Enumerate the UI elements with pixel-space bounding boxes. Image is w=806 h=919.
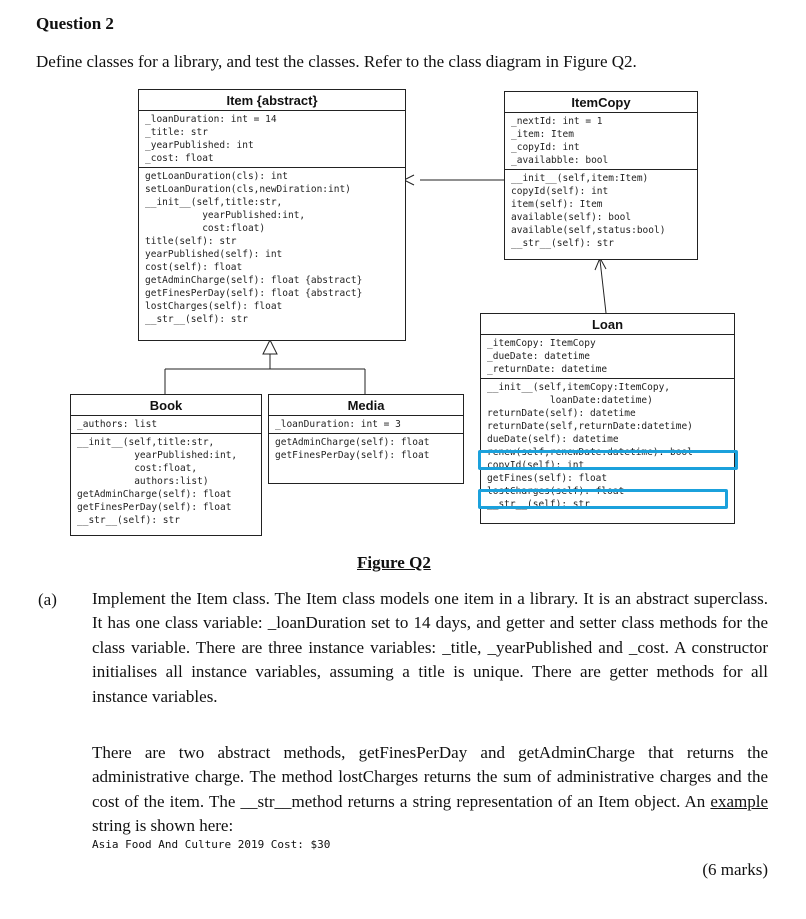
class-loan-name: Loan (481, 314, 734, 335)
question-intro: Define classes for a library, and test the classes. Refer to the class diagram in Figure Q2. (36, 52, 637, 71)
question-title: Question 2 (36, 14, 114, 33)
class-item-methods: getLoanDuration(cls): int setLoanDuration(cls,newDiration:int) __init__(self,title:str, yearPublished:int, cost:float) title(self): str yearPublished(self): int cost(self): float getAdminCharge(self): float {abstract} getFinesPerDay(self): float {abstract} lostCharges(self): float __str__(self): str (139, 167, 405, 328)
class-itemcopy (504, 91, 698, 260)
class-itemcopy-attributes: _nextId: int = 1 _item: Item _copyId: int _availabble: bool (511, 116, 609, 166)
class-loan-attributes: _itemCopy: ItemCopy _dueDate: datetime _returnDate: datetime (487, 338, 608, 375)
class-item-name: Item {abstract} (139, 90, 405, 111)
class-book (70, 394, 262, 536)
class-book-name: Book (71, 395, 261, 416)
part-a-paragraph-2-text: There are two abstract methods, getFinesPerDay and getAdminCharge that returns the administrative charge. The method lostCharges returns the sum of administrative charges and the cost of the item. The __str__method returns a string representation of an Item object. An (92, 743, 768, 811)
class-item-attributes: _loanDuration: int = 14 _title: str _yearPublished: int _cost: float (145, 114, 277, 164)
example-output: Asia Food And Culture 2019 Cost: $30 (92, 838, 331, 851)
highlight-lostcharges-method (478, 489, 728, 509)
class-itemcopy-name: ItemCopy (505, 92, 697, 113)
inheritance-triangle (263, 340, 277, 354)
example-word: example (710, 791, 768, 811)
class-media-methods: getAdminCharge(self): float getFinesPerDay(self): float (269, 433, 463, 464)
class-book-attributes: _authors: list (77, 419, 158, 430)
part-a-label: (a) (38, 590, 57, 609)
marks: (6 marks) (702, 860, 768, 879)
class-media-name: Media (269, 395, 463, 416)
highlight-renew-method (478, 450, 738, 470)
part-a-paragraph-1: Implement the Item class. The Item class models one item in a library. It is an abstract superclass. It has one class variable: _loanDuration set to 14 days, and getter and setter class methods for the class variable. There are three instance variables: _title, _yearPublished and _cost. A constructor initialises all instance variables, assuming a title is unique. There are getter methods for all instance variables. (92, 589, 768, 706)
class-media (268, 394, 464, 484)
class-media-attributes: _loanDuration: int = 3 (275, 419, 401, 430)
class-itemcopy-methods: __init__(self,item:Item) copyId(self): int item(self): Item available(self): bool available(self,status:bool) __str__(self): str (505, 169, 697, 252)
part-a-paragraph-2-end: string is shown here: (92, 816, 234, 836)
figure-caption: Figure Q2 (357, 553, 431, 572)
class-item (138, 89, 406, 341)
class-loan-methods: __init__(self,itemCopy:ItemCopy, loanDate:datetime) returnDate(self): datetime returnDate(self,returnDate:datetime) dueDate(self): datetime renew(self,renewDate:datetime): bool copyId(self): int getFines(self): float lostCharges(self): float __str__(self): str (481, 378, 734, 513)
class-book-methods: __init__(self,title:str, yearPublished:int, cost:float, authors:list) getAdminCharge(self): float getFinesPerDay(self): float __str__(self): str (71, 433, 261, 529)
part-a-paragraph-2 (92, 741, 768, 839)
